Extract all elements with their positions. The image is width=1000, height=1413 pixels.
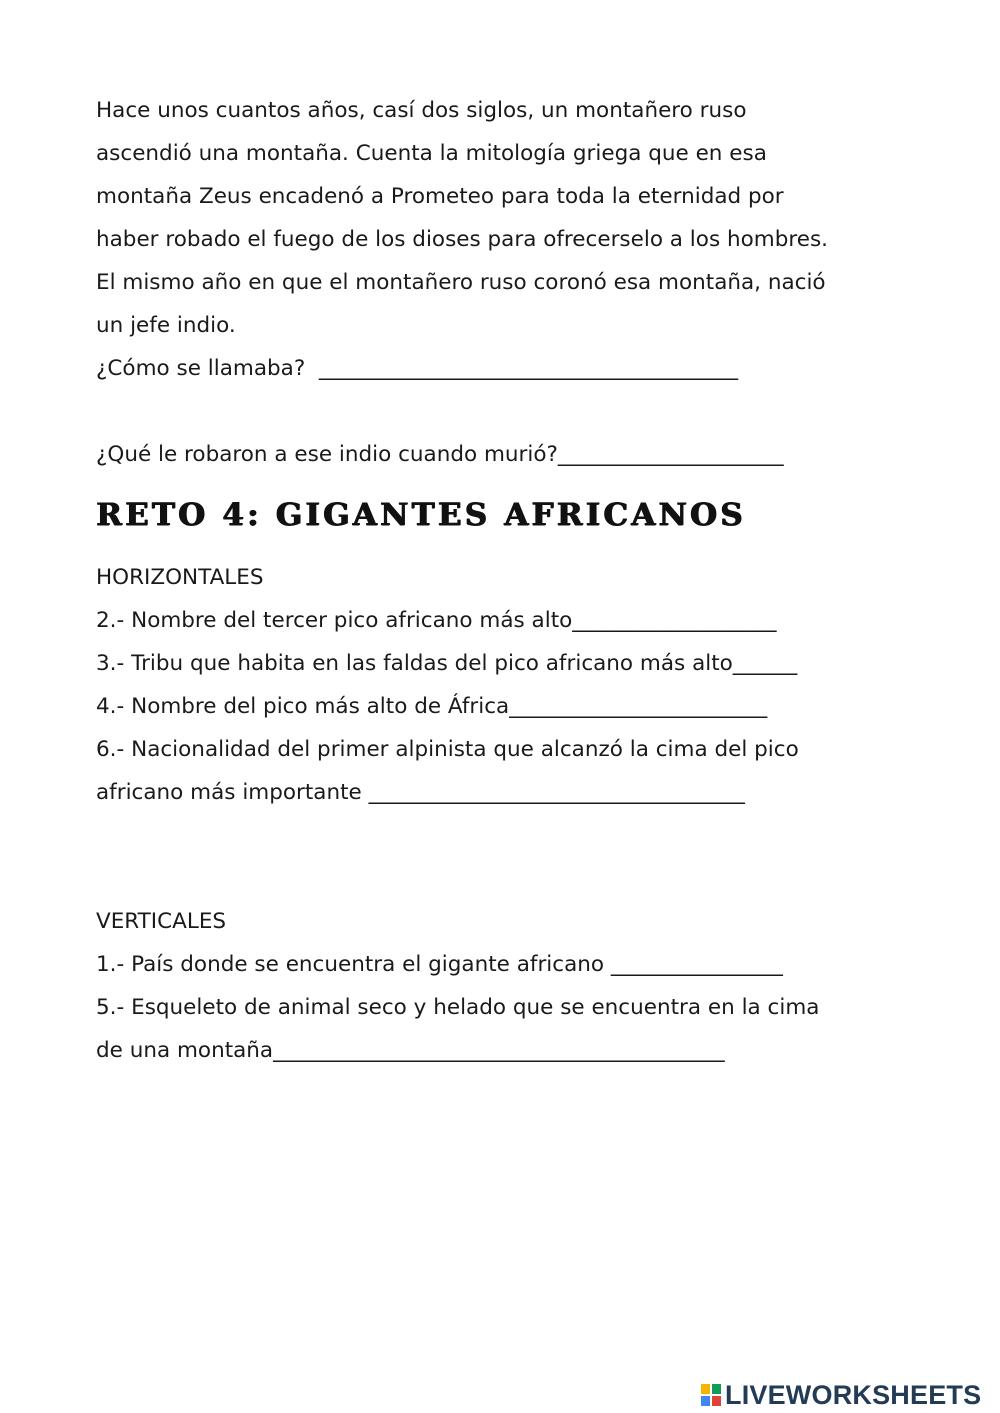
challenge-title: RETO 4: GIGANTES AFRICANOS xyxy=(96,497,746,533)
passage-line: Hace unos cuantos años, casí dos siglos, un montañero ruso xyxy=(96,98,747,123)
logo-block xyxy=(712,1396,721,1406)
question-what-was-stolen[interactable]: ¿Qué le robaron a ese indio cuando murió?_____________________ xyxy=(96,442,784,467)
logo-block xyxy=(701,1396,710,1406)
clue-h4[interactable]: 4.- Nombre del pico más alto de África________________________ xyxy=(96,694,768,719)
passage-line: ascendió una montaña. Cuenta la mitología griega que en esa xyxy=(96,141,767,166)
logo-blocks-icon xyxy=(700,1383,722,1407)
spacer xyxy=(96,814,916,900)
clue-v5: 5.- Esqueleto de animal seco y helado que se encuentra en la cima xyxy=(96,995,820,1020)
clue-h6-answer[interactable]: africano más importante ___________________________________ xyxy=(96,780,745,805)
logo-block xyxy=(701,1384,710,1394)
clue-h3[interactable]: 3.- Tribu que habita en las faldas del pico africano más alto______ xyxy=(96,651,798,676)
horizontales-section xyxy=(96,556,916,814)
horizontales-heading: HORIZONTALES xyxy=(96,565,264,590)
clue-h6: 6.- Nacionalidad del primer alpinista que alcanzó la cima del pico xyxy=(96,737,799,762)
passage-line: montaña Zeus encadenó a Prometeo para toda la eternidad por xyxy=(96,184,784,209)
verticales-heading: VERTICALES xyxy=(96,909,227,934)
verticales-section xyxy=(96,900,916,1072)
spacer xyxy=(96,390,916,433)
passage-line: haber robado el fuego de los dioses para ofrecerselo a los hombres. xyxy=(96,227,828,252)
liveworksheets-logo xyxy=(700,1380,981,1410)
clue-v1[interactable]: 1.- País donde se encuentra el gigante africano ________________ xyxy=(96,952,783,977)
passage-line: un jefe indio. xyxy=(96,313,236,338)
worksheet-page xyxy=(96,89,916,1072)
clue-v5-answer[interactable]: de una montaña__________________________________________ xyxy=(96,1038,725,1063)
passage-line: El mismo año en que el montañero ruso coronó esa montaña, nació xyxy=(96,270,826,295)
question-name-of-chief[interactable]: ¿Cómo se llamaba? _______________________________________ xyxy=(96,356,739,381)
brand-name: LIVEWORKSHEETS xyxy=(725,1379,982,1410)
clue-h2[interactable]: 2.- Nombre del tercer pico africano más alto___________________ xyxy=(96,608,777,633)
passage xyxy=(96,89,916,476)
logo-block xyxy=(712,1384,721,1394)
